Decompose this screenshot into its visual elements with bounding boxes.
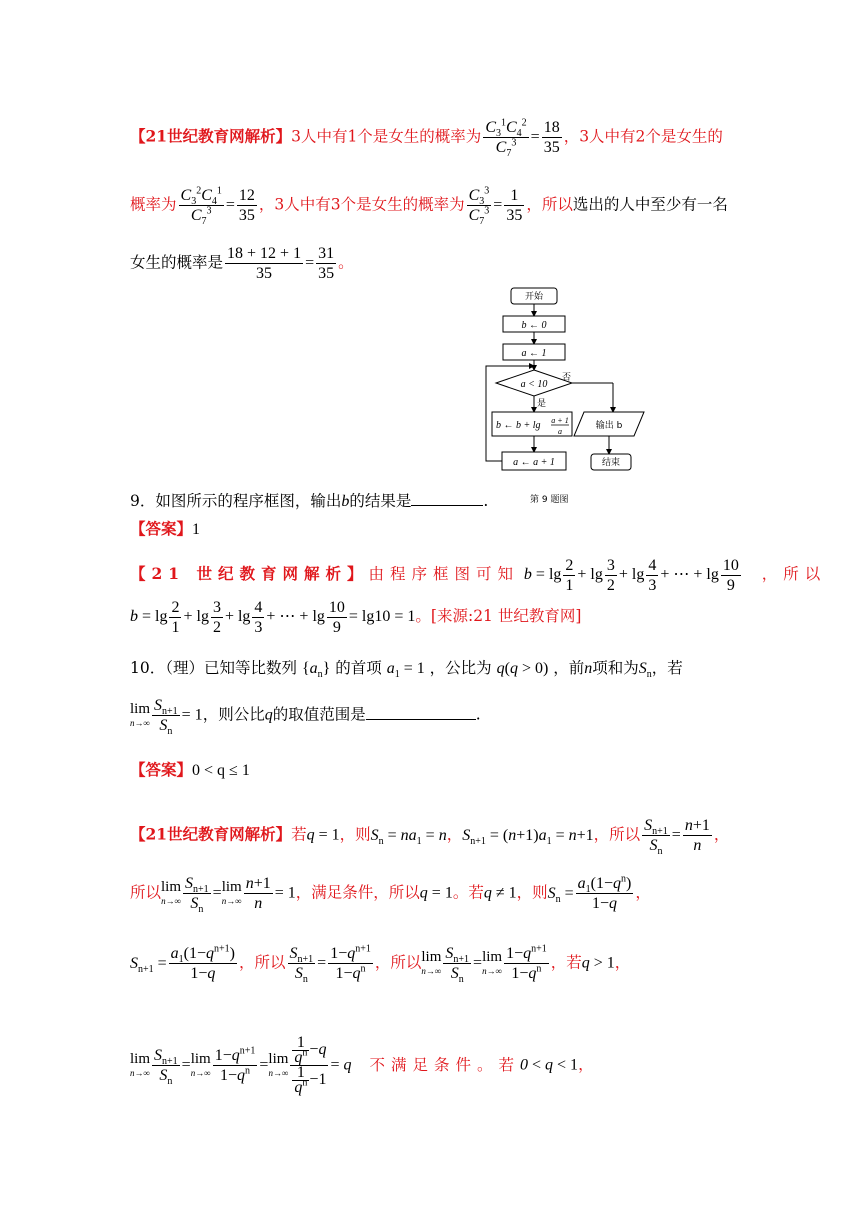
flow-no-label: 否: [562, 373, 572, 383]
solution-8-line-2: 概率为 $\frac{C_3^2C_4^1}{C_7^3}$ = $\frac{12}{35}$ ，3人中有3个是女生的概率为 $\frac{C_3^3}{C_7^3}$ = $\frac{1}{35}$ ，所以选出的人中至少有一名: [130, 185, 728, 228]
question-10-line-2: lim n→∞ $\frac{S_{n+1}}{S_n}$ = 1，则公比q的取值范围是 .: [130, 697, 481, 738]
solution-text: 概率为: [130, 195, 177, 214]
answer-blank: [366, 719, 476, 720]
source-note: [来源:21 世纪教育网]: [430, 607, 582, 626]
fraction-18-35: $\frac{18}{35}$: [543, 119, 560, 156]
fraction-12-35: $\frac{12}{35}$: [238, 187, 255, 224]
flow-condition-text: a < 10: [520, 379, 548, 390]
solution-9-line-1: 【21 世纪教育网解析】由程序框图可知 b = lg $\frac{2}{1}$ + lg $\frac{3}{2}$ + lg $\frac{4}{3}$ + ⋯ + lg $\frac{10}{9}$ ，所以: [130, 557, 827, 594]
solution-10-line-4: lim n→∞ $\frac{S_{n+1}}{S_n}$ = lim n→∞ $\frac{1-q^{n+1}}{1-q^n}$ = lim n→∞ $\frac{1}{q^n}$ −q $\frac{1}{q^n}$ −1 = q 不满足条件。若0 < q < 1，: [130, 1034, 594, 1096]
flow-init-a-text: a ← 1: [521, 348, 547, 359]
flow-update-b-text: b ← b + lg: [496, 420, 541, 431]
solution-text: ，3人中有3个是女生的概率为: [258, 195, 465, 214]
solution-10-line-1: 【21世纪教育网解析】若q = 1，则$S_n = na_1 = n$，$S_{n+1} = (n+1)a_1 = n+1$，所以 $\frac{S_{n+1}}{S_n}$ = $\frac{n+1}{n}$ ，: [130, 817, 730, 858]
solution-9-line-2: b = lg $\frac{2}{1}$ + lg $\frac{3}{2}$ + lg $\frac{4}{3}$ + ⋯ + lg $\frac{10}{9}$ = lg10 = 1。[来源:21 世纪教育网]: [130, 599, 582, 636]
figure-caption: 第 9 题图: [530, 495, 569, 505]
flow-start-text: 开始: [524, 292, 544, 302]
solution-text: 女生的概率是: [130, 253, 224, 272]
fraction-31-35: $\frac{31}{35}$: [318, 245, 335, 282]
answer-9: 【答案】1: [130, 519, 201, 538]
fraction-1-35: $\frac{1}{35}$: [506, 187, 523, 224]
fraction-combination: $\frac{C_3^2C_4^1}{C_7^3}$: [180, 185, 222, 228]
flow-update-b-den: a: [558, 427, 562, 436]
solution-text: 。: [338, 253, 354, 272]
question-10-line-1: 10．（理）已知等比数列 $\{a_n\}$ 的首项 $a_1 = 1$ ，公比为 q(q > 0) ，前n项和为$S_n$，若: [130, 659, 683, 681]
solution-text: 3人中有1个是女生的概率为: [291, 127, 482, 146]
answer-blank: [411, 505, 483, 506]
solution-text: 选出的人中至少有一名: [572, 195, 728, 214]
answer-10: 【答案】0 < q ≤ 1: [130, 760, 250, 779]
solution-8-line-1: 【21世纪教育网解析】3人中有1个是女生的概率为 $\frac{C_3^1C_4^2}{C_7^3}$ = $\frac{18}{35}$ ，3人中有2个是女生的: [130, 117, 723, 160]
flow-end-text: 结束: [601, 458, 621, 468]
flow-update-b-num: a + 1: [551, 416, 569, 425]
flow-output-text: 输出 b: [595, 421, 623, 431]
program-flowchart: [480, 284, 650, 484]
solution-text: ，3人中有2个是女生的: [563, 127, 723, 146]
solution-tag: 【21世纪教育网解析】: [130, 126, 292, 146]
flow-yes-label: 是: [537, 399, 547, 409]
solution-8-line-3: 女生的概率是 $\frac{18 + 12 + 1}{35}$ = $\frac{31}{35}$ 。: [130, 245, 354, 282]
solution-10-line-3: $S_{n+1}$ = $\frac{a_1(1-q^{n+1})}{1-q}$ ，所以 $\frac{S_{n+1}}{S_n}$ = $\frac{1-q^{n+1}}{1-q^n}$ ，所以 lim n→∞ $\frac{S_{n+1}}{S_n}$ = lim n→∞ $\frac{1-q^{n+1}}{1-q^n}$ ，若q > 1，: [130, 943, 631, 986]
solution-text: ，所以: [526, 195, 573, 214]
flow-init-b-text: b ← 0: [521, 320, 547, 331]
question-9: 9．如图所示的程序框图，输出b的结果是 .: [130, 492, 489, 510]
solution-10-line-2: 所以 lim n→∞ $\frac{S_{n+1}}{S_n}$ = lim n→∞ $\frac{n+1}{n}$ = 1，满足条件，所以q = 1。若q ≠ 1，则$S_n$ = $\frac{a_1(1-q^n)}{1-q}$ ，: [130, 873, 651, 916]
fraction-combination: $\frac{C_3^1C_4^2}{C_7^3}$: [485, 117, 527, 160]
fraction-sum: $\frac{18 + 12 + 1}{35}$: [227, 245, 302, 282]
flow-increment-text: a ← a + 1: [513, 457, 555, 468]
fraction-combination: $\frac{C_3^3}{C_7^3}$: [468, 185, 490, 228]
